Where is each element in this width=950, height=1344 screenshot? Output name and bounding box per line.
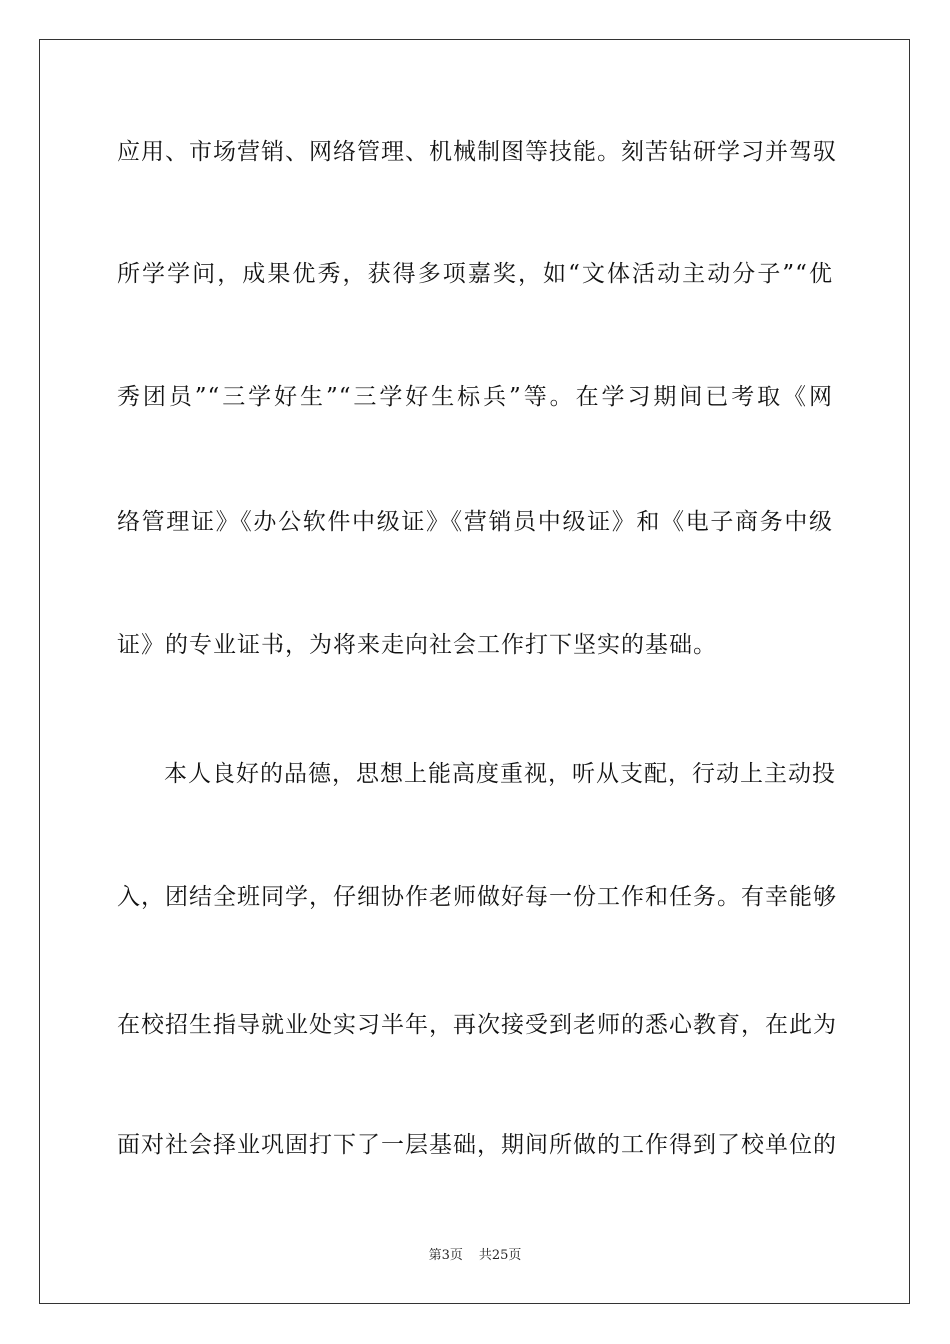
- text-line-2: 所学学问，成果优秀，获得多项嘉奖，如“文体活动主动分子”“优: [117, 261, 833, 287]
- text-line-6: 本人良好的品德，思想上能高度重视，听从支配，行动上主动投: [164, 761, 836, 787]
- text-line-8: 在校招生指导就业处实习半年，再次接受到老师的悉心教育，在此为: [117, 1012, 837, 1038]
- page-footer: [0, 1247, 950, 1265]
- text-line-3: 秀团员”“三学好生”“三学好生标兵”等。在学习期间已考取《网: [117, 384, 833, 410]
- text-line-4: 络管理证》《办公软件中级证》《营销员中级证》和《电子商务中级: [117, 509, 833, 535]
- page-number: 第3页: [428, 1248, 463, 1263]
- text-line-5: 证》的专业证书，为将来走向社会工作打下坚实的基础。: [117, 632, 717, 658]
- page-border: [39, 39, 910, 1304]
- page-total: 共25页: [478, 1248, 522, 1263]
- text-line-9: 面对社会择业巩固打下了一层基础，期间所做的工作得到了校单位的: [117, 1132, 837, 1158]
- text-line-7: 入，团结全班同学，仔细协作老师做好每一份工作和任务。有幸能够: [117, 884, 837, 910]
- text-line-1: 应用、市场营销、网络管理、机械制图等技能。刻苦钻研学习并驾驭: [117, 139, 837, 165]
